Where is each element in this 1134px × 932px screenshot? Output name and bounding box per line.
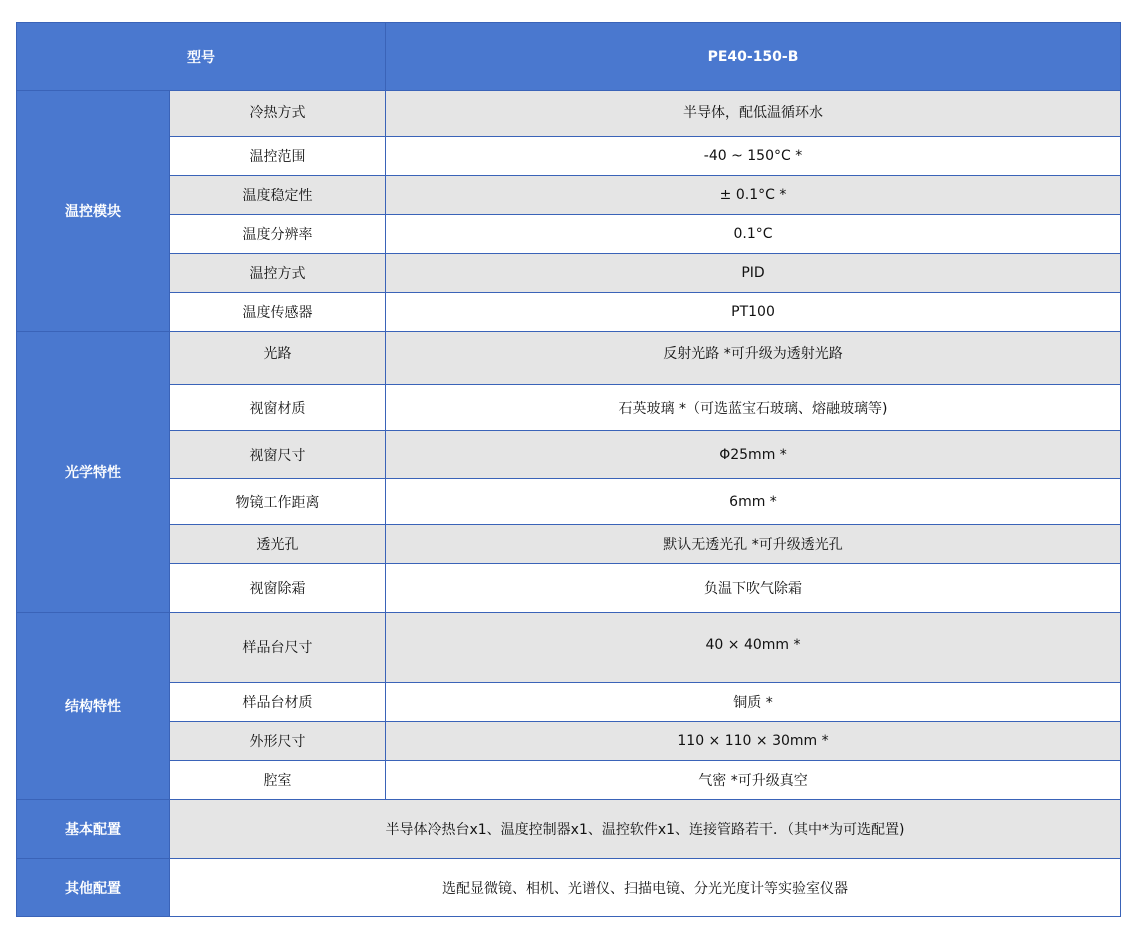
table-row xyxy=(17,332,1121,385)
table-row xyxy=(17,525,1121,564)
spec-value: -40 ~ 150°C * xyxy=(386,137,1121,176)
spec-label: 透光孔 xyxy=(170,525,386,564)
spec-label: 腔室 xyxy=(170,761,386,800)
spec-label: 温度分辨率 xyxy=(170,215,386,254)
spec-value: 半导体，配低温循环水 xyxy=(386,91,1121,137)
basic-config-title: 基本配置 xyxy=(17,800,170,859)
other-config-value: 选配显微镜、相机、光谱仪、扫描电镜、分光光度计等实验室仪器 xyxy=(170,859,1121,917)
spec-label: 物镜工作距离 xyxy=(170,479,386,525)
basic-config-value: 半导体冷热台x1、温度控制器x1、温控软件x1、连接管路若干．（其中*为可选配置) xyxy=(170,800,1121,859)
table-row xyxy=(17,564,1121,613)
table-row xyxy=(17,176,1121,215)
spec-value: Φ25mm * xyxy=(386,431,1121,479)
table-row xyxy=(17,859,1121,917)
table-row xyxy=(17,215,1121,254)
group-title-temperature: 温控模块 xyxy=(17,91,170,332)
table-row xyxy=(17,137,1121,176)
table-row xyxy=(17,385,1121,431)
spec-value: ± 0.1°C * xyxy=(386,176,1121,215)
table-row xyxy=(17,613,1121,683)
spec-value: PT100 xyxy=(386,293,1121,332)
spec-value: 110 × 110 × 30mm * xyxy=(386,722,1121,761)
spec-label: 外形尺寸 xyxy=(170,722,386,761)
other-config-title: 其他配置 xyxy=(17,859,170,917)
table-row xyxy=(17,722,1121,761)
spec-table xyxy=(16,22,1121,917)
spec-value: 反射光路 *可升级为透射光路 xyxy=(386,332,1121,385)
spec-label: 光路 xyxy=(170,332,386,385)
spec-value: 负温下吹气除霜 xyxy=(386,564,1121,613)
spec-label: 视窗材质 xyxy=(170,385,386,431)
table-row xyxy=(17,254,1121,293)
spec-label: 温度传感器 xyxy=(170,293,386,332)
spec-value: 石英玻璃 *（可选蓝宝石玻璃、熔融玻璃等) xyxy=(386,385,1121,431)
spec-value: 铜质 * xyxy=(386,683,1121,722)
spec-label: 温度稳定性 xyxy=(170,176,386,215)
spec-value: PID xyxy=(386,254,1121,293)
spec-value: 默认无透光孔 *可升级透光孔 xyxy=(386,525,1121,564)
spec-label: 视窗尺寸 xyxy=(170,431,386,479)
model-label: 型号 xyxy=(17,23,386,91)
table-row xyxy=(17,479,1121,525)
spec-value: 6mm * xyxy=(386,479,1121,525)
table-row xyxy=(17,800,1121,859)
group-title-optical: 光学特性 xyxy=(17,332,170,613)
spec-label: 冷热方式 xyxy=(170,91,386,137)
spec-value: 0.1°C xyxy=(386,215,1121,254)
header-row xyxy=(17,23,1121,91)
spec-value: 40 × 40mm * xyxy=(386,613,1121,683)
spec-label: 温控方式 xyxy=(170,254,386,293)
table-row xyxy=(17,761,1121,800)
spec-label: 样品台尺寸 xyxy=(170,613,386,683)
group-title-structure: 结构特性 xyxy=(17,613,170,800)
spec-value: 气密 *可升级真空 xyxy=(386,761,1121,800)
spec-label: 样品台材质 xyxy=(170,683,386,722)
table-row xyxy=(17,293,1121,332)
table-row xyxy=(17,683,1121,722)
table-row xyxy=(17,431,1121,479)
model-value: PE40-150-B xyxy=(386,23,1121,91)
table-row xyxy=(17,91,1121,137)
spec-label: 视窗除霜 xyxy=(170,564,386,613)
spec-label: 温控范围 xyxy=(170,137,386,176)
